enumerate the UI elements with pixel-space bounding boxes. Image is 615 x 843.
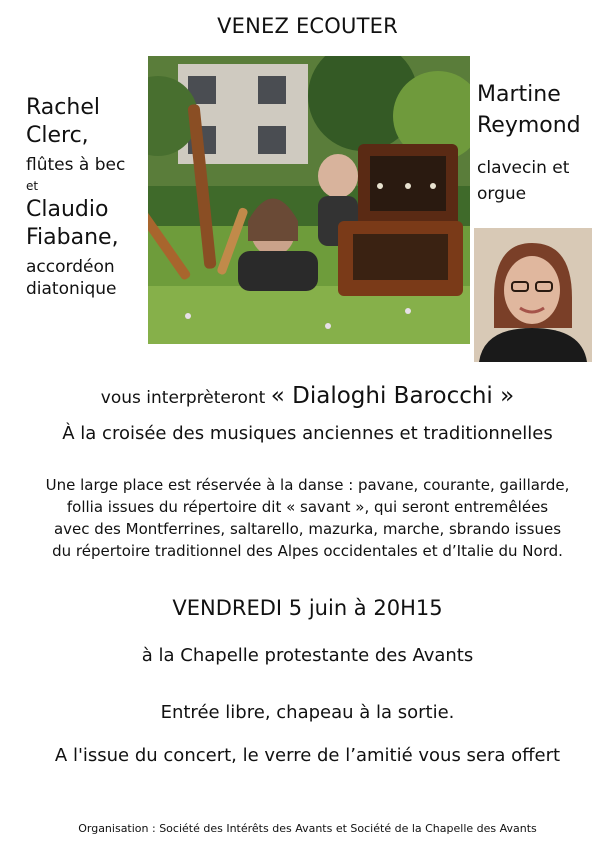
artist-claudio-name-2: Fiabane,: [26, 225, 119, 250]
description-line: follia issues du répertoire dit « savant », qui seront entremêlées: [66, 498, 549, 516]
artist-martine-name-2: Reymond: [477, 113, 581, 138]
program-subtitle: À la croisée des musiques anciennes et traditionnelles: [62, 423, 553, 444]
program-description: [18, 474, 597, 562]
poster-title: VENEZ ECOUTER: [217, 14, 398, 38]
conjunction-et: et: [26, 179, 39, 193]
artist-martine-role-2: orgue: [477, 184, 527, 204]
artist-rachel-name-1: Rachel: [26, 95, 100, 120]
event-entry: Entrée libre, chapeau à la sortie.: [160, 702, 455, 723]
artist-rachel-name-2: Clerc,: [26, 123, 89, 148]
event-venue: à la Chapelle protestante des Avants: [141, 645, 474, 666]
artist-claudio-role-2: diatonique: [26, 279, 117, 299]
artist-claudio-name-1: Claudio: [26, 197, 109, 222]
description-line: avec des Montferrines, saltarello, mazurka, marche, sbrando issues: [53, 520, 562, 538]
program-intro-line: [0, 383, 615, 409]
program-intro: vous interprèteront: [100, 388, 271, 408]
artist-martine-block: [477, 79, 607, 207]
event-offer: A l'issue du concert, le verre de l’amitié vous sera offert: [54, 745, 561, 766]
description-line: du répertoire traditionnel des Alpes occidentales et d’Italie du Nord.: [52, 542, 563, 560]
event-date: VENDREDI 5 juin à 20H15: [172, 596, 443, 620]
description-line: Une large place est réservée à la danse : pavane, courante, gaillarde,: [45, 476, 570, 494]
martine-portrait-photo: [474, 228, 592, 362]
artist-martine-name-1: Martine: [477, 82, 561, 107]
artist-martine-role-1: clavecin et: [477, 158, 570, 178]
musicians-photo: [148, 56, 470, 344]
artist-rachel-block: [26, 94, 156, 300]
artist-claudio-role-1: accordéon: [26, 257, 115, 277]
artist-rachel-role: flûtes à bec: [26, 155, 126, 175]
footer-organisation: Organisation : Société des Intérêts des Avants et Société de la Chapelle des Avants: [78, 822, 537, 835]
program-title: « Dialoghi Barocchi »: [270, 383, 515, 409]
